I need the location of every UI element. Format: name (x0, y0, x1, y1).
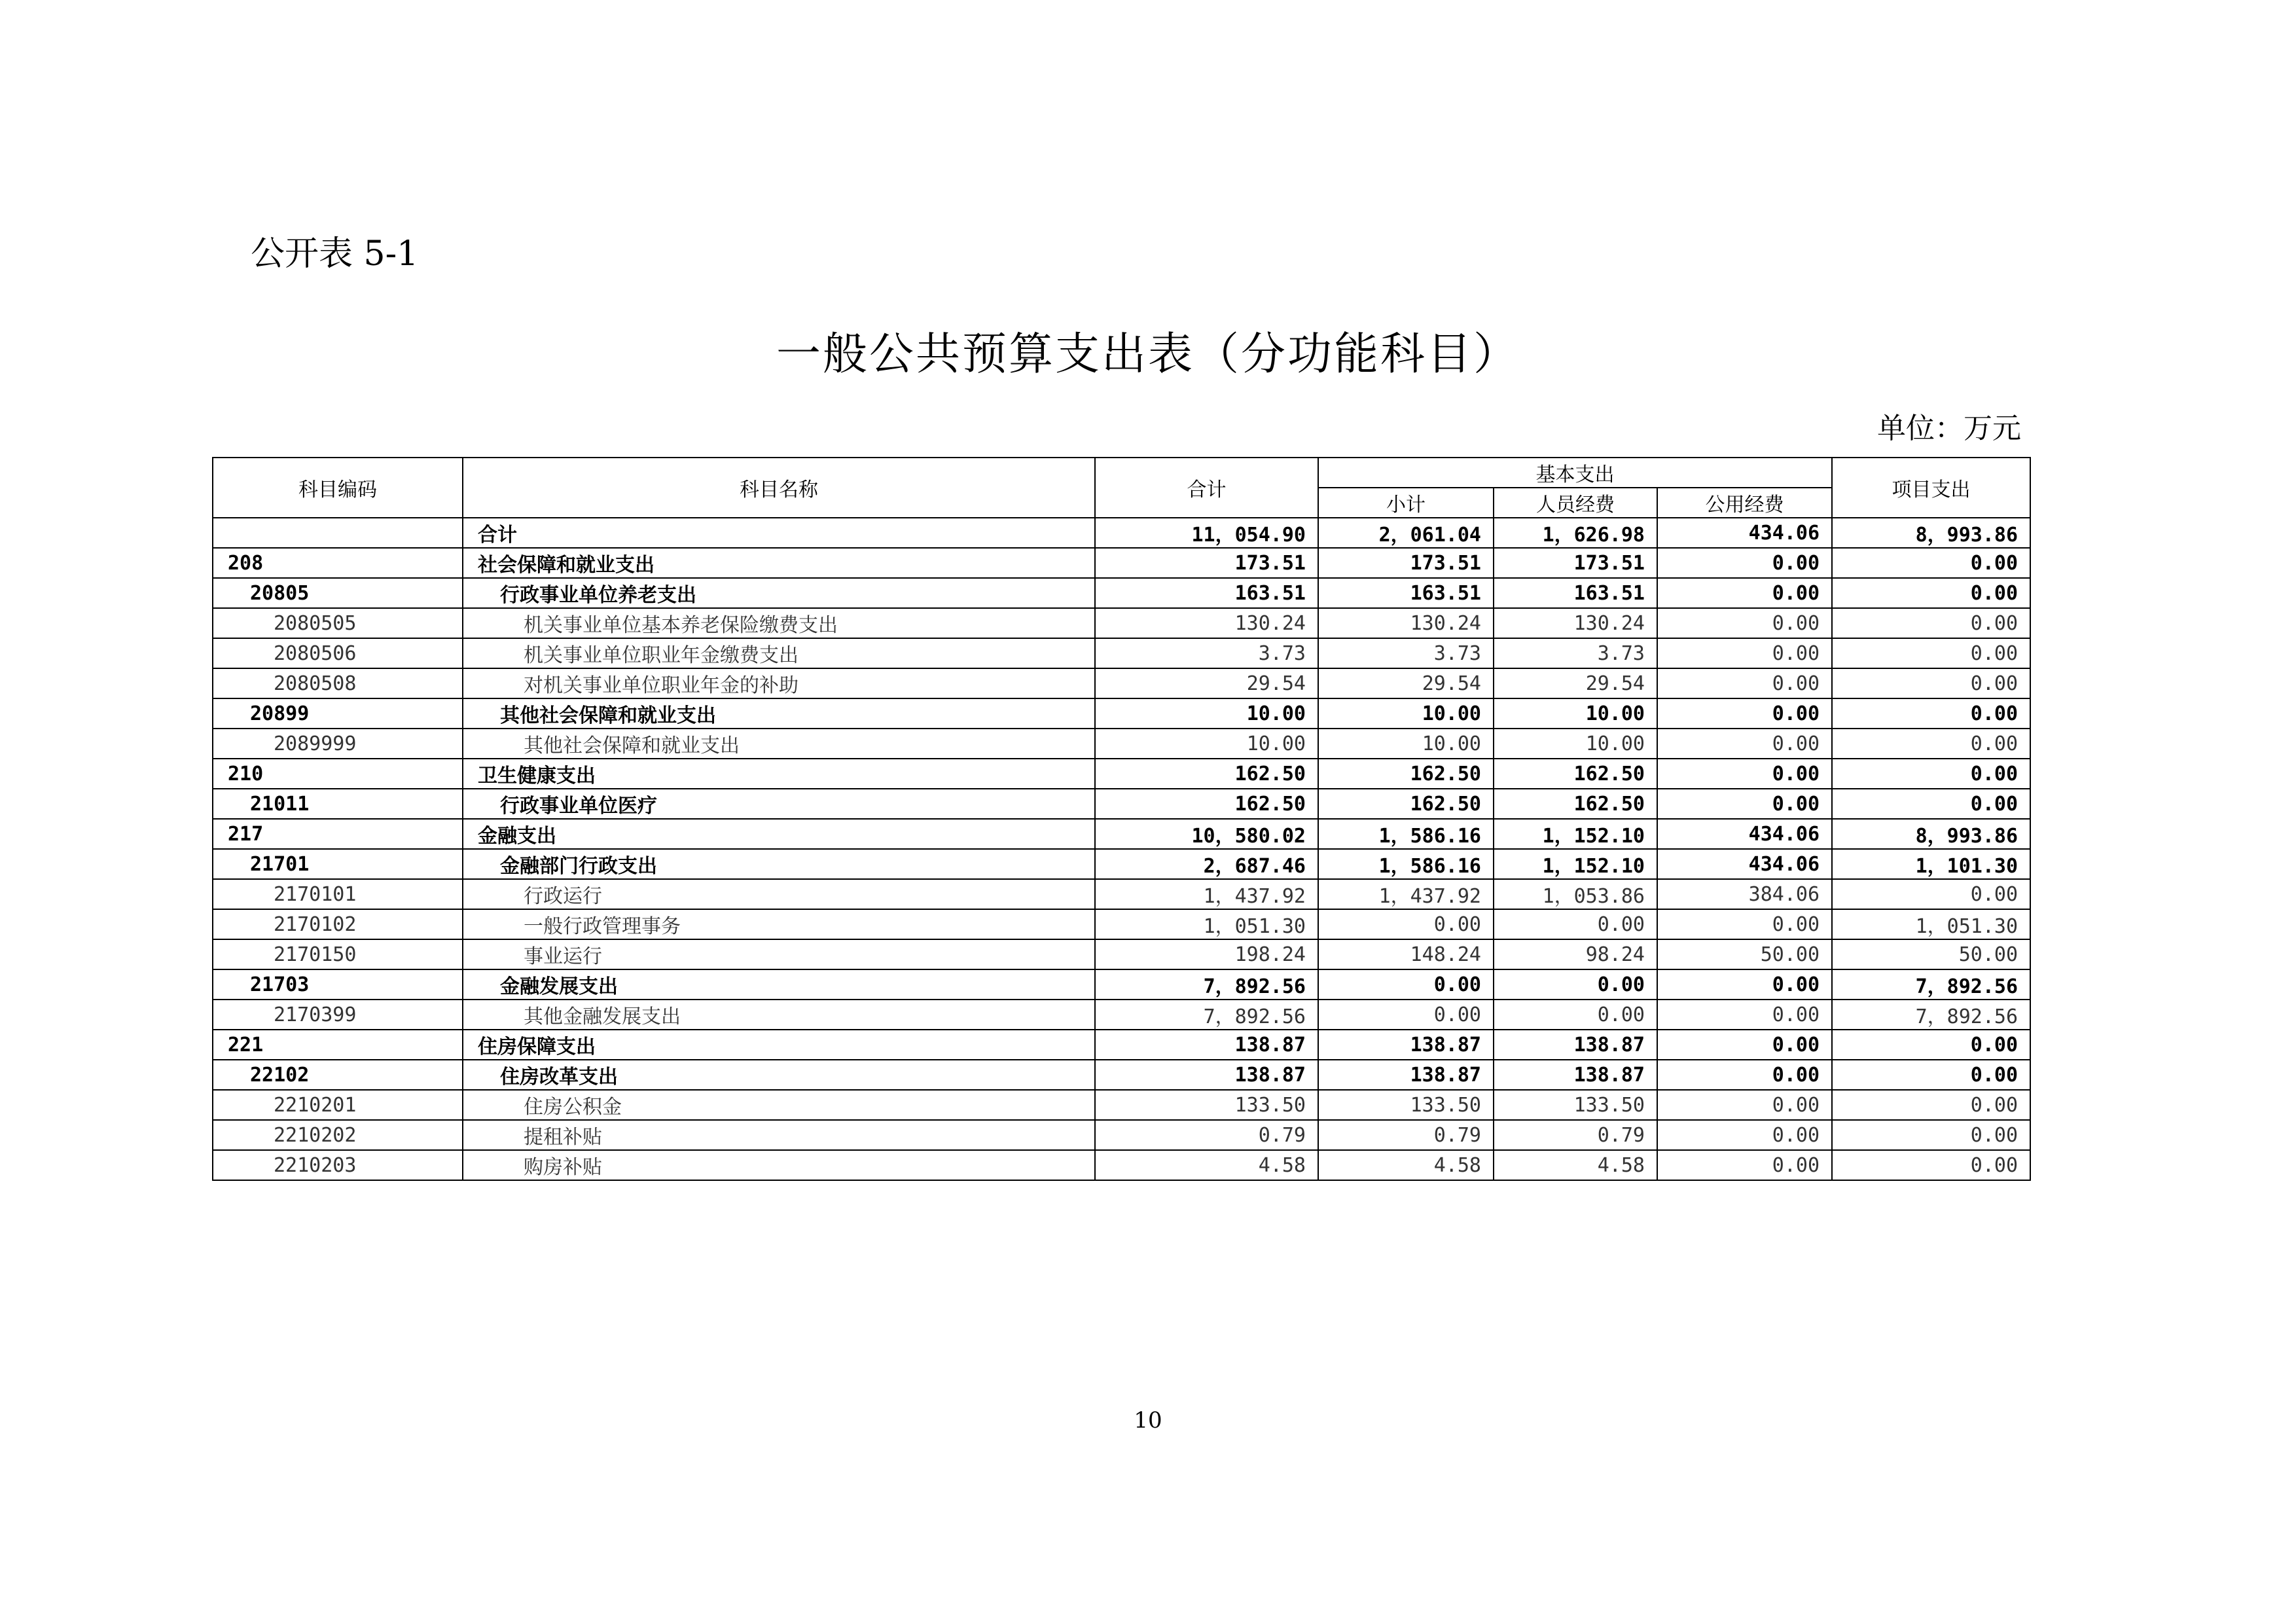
table-row (213, 1000, 2030, 1030)
cell-personnel: 98.24 (1494, 939, 1657, 969)
cell-name: 金融支出 (463, 819, 1095, 849)
table-row (213, 668, 2030, 698)
cell-personnel: 4.58 (1494, 1150, 1657, 1180)
cell-personnel: 138.87 (1494, 1060, 1657, 1090)
table-row (213, 1120, 2030, 1150)
cell-project: 0.00 (1832, 729, 2030, 759)
cell-public: 0.00 (1657, 578, 1832, 608)
table-header (213, 458, 2030, 518)
header-basic: 基本支出 (1318, 458, 1832, 488)
cell-total: 11，054.90 (1095, 518, 1318, 548)
cell-personnel: 133.50 (1494, 1090, 1657, 1120)
cell-project: 0.00 (1832, 759, 2030, 789)
cell-code: 221 (213, 1030, 463, 1060)
cell-name: 对机关事业单位职业年金的补助 (463, 668, 1095, 698)
cell-total: 138.87 (1095, 1030, 1318, 1060)
table-row (213, 729, 2030, 759)
cell-project: 0.00 (1832, 1150, 2030, 1180)
cell-name: 一般行政管理事务 (463, 909, 1095, 939)
cell-project: 0.00 (1832, 1120, 2030, 1150)
cell-subtotal: 3.73 (1318, 638, 1494, 668)
table-body (213, 518, 2030, 1180)
cell-subtotal: 138.87 (1318, 1030, 1494, 1060)
table-row (213, 849, 2030, 879)
cell-project: 0.00 (1832, 668, 2030, 698)
cell-personnel: 162.50 (1494, 759, 1657, 789)
table-row (213, 518, 2030, 548)
table-row (213, 969, 2030, 1000)
cell-total: 7，892.56 (1095, 969, 1318, 1000)
cell-personnel: 163.51 (1494, 578, 1657, 608)
cell-public: 434.06 (1657, 819, 1832, 849)
cell-total: 10.00 (1095, 698, 1318, 729)
header-public: 公用经费 (1657, 488, 1832, 518)
cell-name: 机关事业单位职业年金缴费支出 (463, 638, 1095, 668)
cell-public: 384.06 (1657, 879, 1832, 909)
cell-subtotal: 1，586.16 (1318, 819, 1494, 849)
cell-personnel: 1，053.86 (1494, 879, 1657, 909)
cell-public: 0.00 (1657, 759, 1832, 789)
cell-total: 3.73 (1095, 638, 1318, 668)
cell-name: 提租补贴 (463, 1120, 1095, 1150)
cell-subtotal: 10.00 (1318, 729, 1494, 759)
table-row (213, 819, 2030, 849)
cell-code: 2170150 (213, 939, 463, 969)
cell-public: 0.00 (1657, 909, 1832, 939)
cell-subtotal: 1，437.92 (1318, 879, 1494, 909)
cell-subtotal: 10.00 (1318, 698, 1494, 729)
cell-subtotal: 0.00 (1318, 1000, 1494, 1030)
cell-code: 2080505 (213, 608, 463, 638)
cell-total: 2，687.46 (1095, 849, 1318, 879)
cell-total: 0.79 (1095, 1120, 1318, 1150)
cell-project: 0.00 (1832, 608, 2030, 638)
cell-code: 21701 (213, 849, 463, 879)
cell-project: 0.00 (1832, 638, 2030, 668)
cell-personnel: 3.73 (1494, 638, 1657, 668)
cell-personnel: 173.51 (1494, 548, 1657, 578)
table-row (213, 879, 2030, 909)
cell-total: 7，892.56 (1095, 1000, 1318, 1030)
cell-project: 0.00 (1832, 578, 2030, 608)
table-row (213, 1150, 2030, 1180)
cell-project: 7，892.56 (1832, 1000, 2030, 1030)
cell-personnel: 0.79 (1494, 1120, 1657, 1150)
table-row (213, 608, 2030, 638)
cell-personnel: 162.50 (1494, 789, 1657, 819)
cell-project: 8，993.86 (1832, 819, 2030, 849)
cell-name: 机关事业单位基本养老保险缴费支出 (463, 608, 1095, 638)
cell-total: 10，580.02 (1095, 819, 1318, 849)
table-row (213, 759, 2030, 789)
cell-project: 0.00 (1832, 548, 2030, 578)
cell-name: 住房保障支出 (463, 1030, 1095, 1060)
cell-public: 0.00 (1657, 638, 1832, 668)
table-row (213, 909, 2030, 939)
cell-name: 购房补贴 (463, 1150, 1095, 1180)
cell-personnel: 1，626.98 (1494, 518, 1657, 548)
cell-project: 7，892.56 (1832, 969, 2030, 1000)
cell-total: 10.00 (1095, 729, 1318, 759)
cell-project: 0.00 (1832, 698, 2030, 729)
cell-public: 0.00 (1657, 608, 1832, 638)
cell-public: 0.00 (1657, 548, 1832, 578)
cell-personnel: 130.24 (1494, 608, 1657, 638)
cell-public: 0.00 (1657, 1090, 1832, 1120)
cell-public: 50.00 (1657, 939, 1832, 969)
cell-public: 0.00 (1657, 668, 1832, 698)
cell-public: 0.00 (1657, 969, 1832, 1000)
cell-subtotal: 2，061.04 (1318, 518, 1494, 548)
cell-name: 行政事业单位养老支出 (463, 578, 1095, 608)
cell-total: 130.24 (1095, 608, 1318, 638)
table-label: 公开表 5-1 (251, 234, 419, 274)
cell-name: 住房公积金 (463, 1090, 1095, 1120)
cell-code: 2210202 (213, 1120, 463, 1150)
cell-code: 20899 (213, 698, 463, 729)
cell-code: 210 (213, 759, 463, 789)
cell-code (213, 518, 463, 548)
cell-code: 2080508 (213, 668, 463, 698)
cell-total: 162.50 (1095, 789, 1318, 819)
cell-total: 162.50 (1095, 759, 1318, 789)
header-subtotal: 小计 (1318, 488, 1494, 518)
cell-subtotal: 1，586.16 (1318, 849, 1494, 879)
cell-project: 0.00 (1832, 1060, 2030, 1090)
cell-project: 0.00 (1832, 879, 2030, 909)
table-row (213, 1090, 2030, 1120)
cell-total: 198.24 (1095, 939, 1318, 969)
cell-total: 1，437.92 (1095, 879, 1318, 909)
cell-project: 1，101.30 (1832, 849, 2030, 879)
header-project: 项目支出 (1832, 458, 2030, 518)
cell-personnel: 1，152.10 (1494, 849, 1657, 879)
cell-subtotal: 29.54 (1318, 668, 1494, 698)
cell-name: 合计 (463, 518, 1095, 548)
header-code: 科目编码 (213, 458, 463, 518)
cell-personnel: 10.00 (1494, 698, 1657, 729)
cell-project: 0.00 (1832, 789, 2030, 819)
cell-project: 0.00 (1832, 1030, 2030, 1060)
cell-name: 卫生健康支出 (463, 759, 1095, 789)
cell-personnel: 0.00 (1494, 1000, 1657, 1030)
cell-name: 其他金融发展支出 (463, 1000, 1095, 1030)
cell-subtotal: 0.00 (1318, 969, 1494, 1000)
cell-public: 434.06 (1657, 518, 1832, 548)
cell-code: 22102 (213, 1060, 463, 1090)
cell-code: 2170399 (213, 1000, 463, 1030)
cell-project: 0.00 (1832, 1090, 2030, 1120)
cell-subtotal: 133.50 (1318, 1090, 1494, 1120)
cell-name: 行政运行 (463, 879, 1095, 909)
cell-subtotal: 0.79 (1318, 1120, 1494, 1150)
cell-public: 434.06 (1657, 849, 1832, 879)
cell-public: 0.00 (1657, 729, 1832, 759)
cell-name: 金融发展支出 (463, 969, 1095, 1000)
cell-project: 8，993.86 (1832, 518, 2030, 548)
cell-subtotal: 173.51 (1318, 548, 1494, 578)
unit-label: 单位：万元 (1877, 412, 2021, 445)
cell-code: 2080506 (213, 638, 463, 668)
header-name: 科目名称 (463, 458, 1095, 518)
cell-subtotal: 163.51 (1318, 578, 1494, 608)
cell-personnel: 0.00 (1494, 969, 1657, 1000)
budget-table (212, 457, 2031, 1181)
cell-code: 2210203 (213, 1150, 463, 1180)
cell-code: 20805 (213, 578, 463, 608)
cell-name: 金融部门行政支出 (463, 849, 1095, 879)
page-number: 10 (1134, 1407, 1162, 1434)
cell-code: 208 (213, 548, 463, 578)
cell-total: 4.58 (1095, 1150, 1318, 1180)
cell-name: 社会保障和就业支出 (463, 548, 1095, 578)
cell-public: 0.00 (1657, 1120, 1832, 1150)
cell-code: 2170101 (213, 879, 463, 909)
cell-personnel: 138.87 (1494, 1030, 1657, 1060)
cell-code: 217 (213, 819, 463, 849)
cell-total: 173.51 (1095, 548, 1318, 578)
cell-subtotal: 138.87 (1318, 1060, 1494, 1090)
cell-subtotal: 162.50 (1318, 759, 1494, 789)
table-row (213, 638, 2030, 668)
cell-subtotal: 162.50 (1318, 789, 1494, 819)
header-personnel: 人员经费 (1494, 488, 1657, 518)
cell-subtotal: 148.24 (1318, 939, 1494, 969)
cell-public: 0.00 (1657, 789, 1832, 819)
cell-public: 0.00 (1657, 1000, 1832, 1030)
cell-name: 事业运行 (463, 939, 1095, 969)
cell-name: 住房改革支出 (463, 1060, 1095, 1090)
cell-name: 其他社会保障和就业支出 (463, 729, 1095, 759)
cell-subtotal: 4.58 (1318, 1150, 1494, 1180)
cell-total: 1，051.30 (1095, 909, 1318, 939)
cell-personnel: 1，152.10 (1494, 819, 1657, 849)
table-row (213, 939, 2030, 969)
cell-code: 2089999 (213, 729, 463, 759)
cell-personnel: 29.54 (1494, 668, 1657, 698)
cell-project: 1，051.30 (1832, 909, 2030, 939)
cell-public: 0.00 (1657, 1030, 1832, 1060)
cell-subtotal: 130.24 (1318, 608, 1494, 638)
table-row (213, 698, 2030, 729)
table-row (213, 578, 2030, 608)
cell-total: 133.50 (1095, 1090, 1318, 1120)
cell-total: 29.54 (1095, 668, 1318, 698)
cell-public: 0.00 (1657, 1150, 1832, 1180)
table-row (213, 548, 2030, 578)
cell-total: 138.87 (1095, 1060, 1318, 1090)
header-total: 合计 (1095, 458, 1318, 518)
cell-total: 163.51 (1095, 578, 1318, 608)
cell-public: 0.00 (1657, 1060, 1832, 1090)
table-row (213, 789, 2030, 819)
cell-code: 2170102 (213, 909, 463, 939)
cell-name: 行政事业单位医疗 (463, 789, 1095, 819)
cell-code: 2210201 (213, 1090, 463, 1120)
table-row (213, 1030, 2030, 1060)
cell-name: 其他社会保障和就业支出 (463, 698, 1095, 729)
table-row (213, 1060, 2030, 1090)
cell-public: 0.00 (1657, 698, 1832, 729)
cell-project: 50.00 (1832, 939, 2030, 969)
page-title: 一般公共预算支出表（分功能科目） (776, 329, 1520, 380)
cell-code: 21703 (213, 969, 463, 1000)
cell-code: 21011 (213, 789, 463, 819)
cell-subtotal: 0.00 (1318, 909, 1494, 939)
cell-personnel: 10.00 (1494, 729, 1657, 759)
cell-personnel: 0.00 (1494, 909, 1657, 939)
